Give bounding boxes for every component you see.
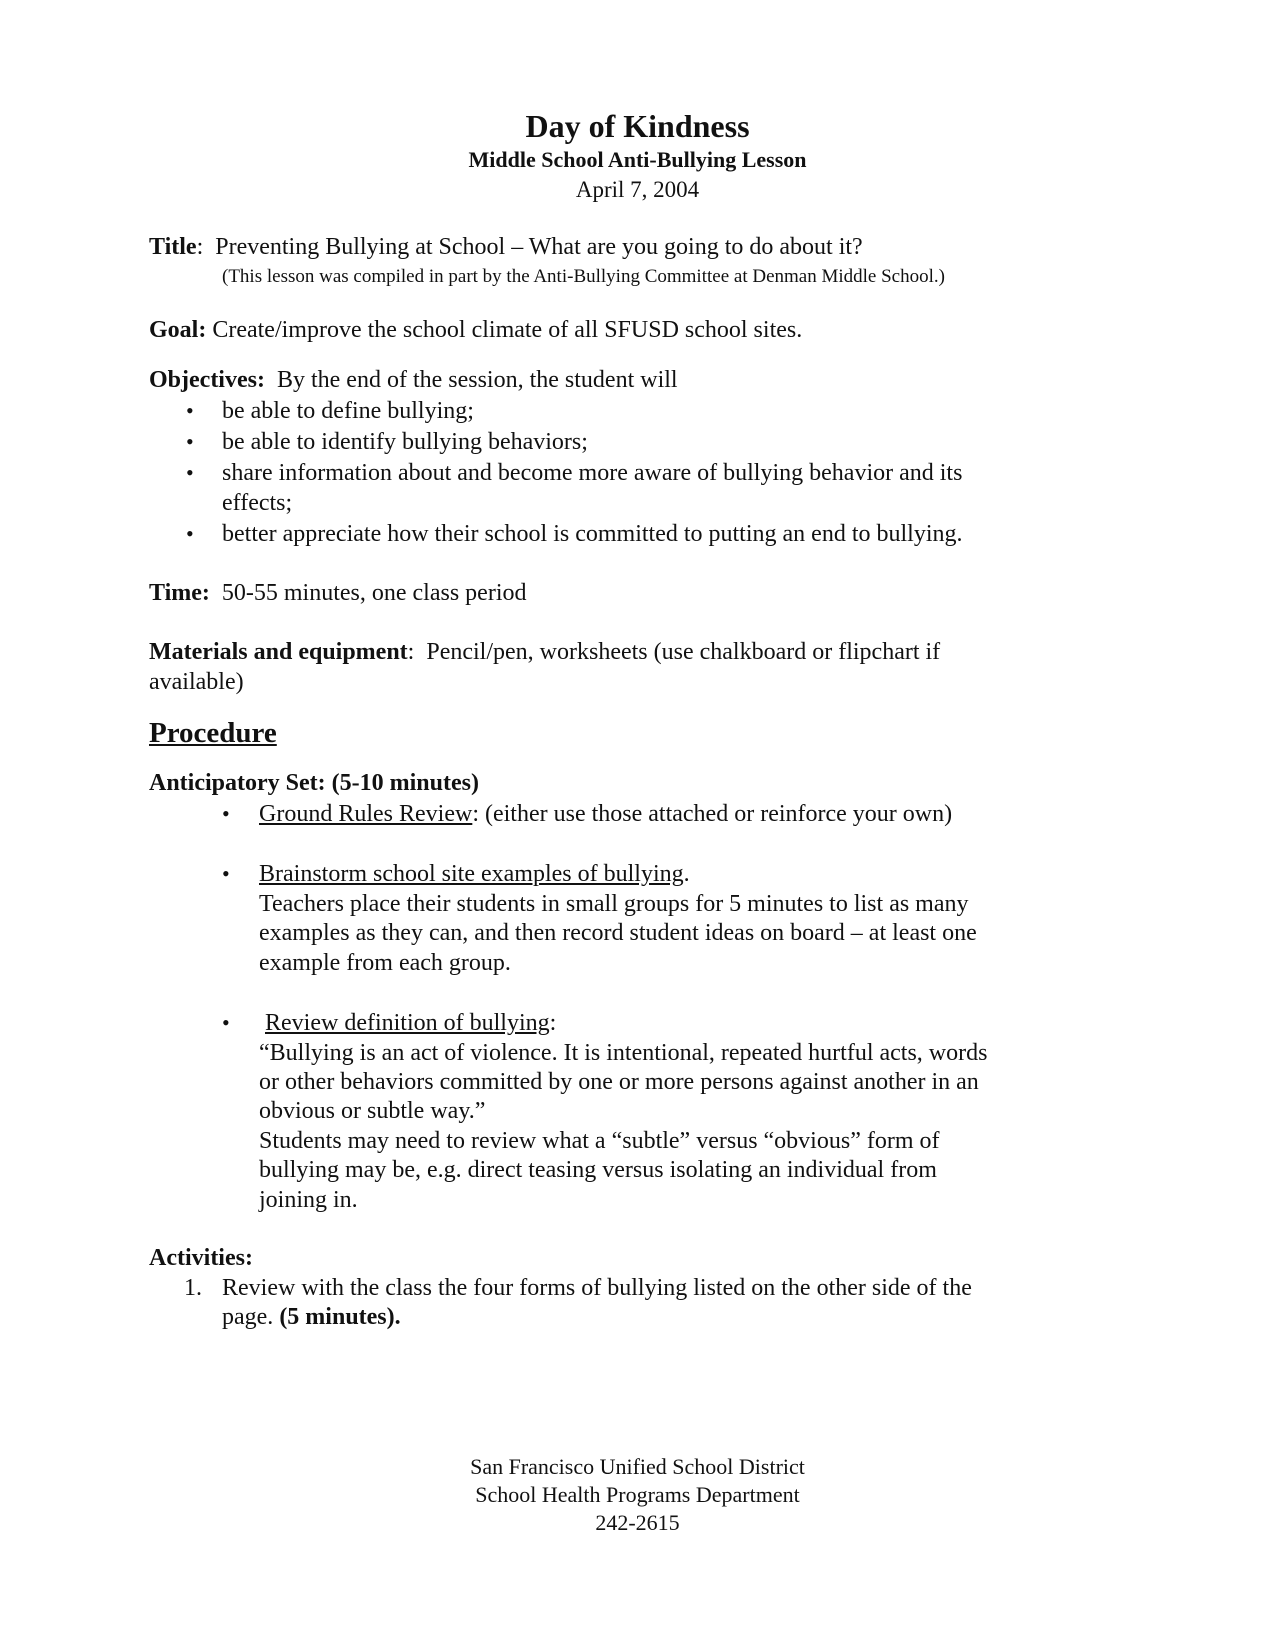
footer-district: San Francisco Unified School District xyxy=(470,1454,805,1479)
bullet-icon: • xyxy=(186,429,194,454)
activity-number: 1. xyxy=(184,1275,202,1301)
title-text: Preventing Bullying at School – What are you going to do about it? xyxy=(215,234,863,260)
title-line: Title: Preventing Bullying at School – What are you going to do about it? xyxy=(149,234,863,260)
activities-label: Activities: xyxy=(149,1245,253,1271)
definition-link[interactable]: Review definition of bullying xyxy=(265,1010,550,1036)
bullet-icon: • xyxy=(222,801,230,826)
definition-line: Review definition of bullying: xyxy=(265,1010,557,1036)
definition-text: or other behaviors committed by one or more persons against another in an xyxy=(259,1069,979,1095)
definition-text: obvious or subtle way.” xyxy=(259,1098,486,1124)
bullet-icon: • xyxy=(186,398,194,423)
activity-duration: (5 minutes). xyxy=(279,1304,401,1330)
objective-item: share information about and become more aware of bullying behavior and its xyxy=(222,460,963,486)
activity-text-continuation: page. (5 minutes). xyxy=(222,1304,401,1330)
footer-phone: 242-2615 xyxy=(595,1510,680,1535)
brainstorm-line: Brainstorm school site examples of bullying. xyxy=(259,861,690,887)
document-subtitle: Middle School Anti-Bullying Lesson xyxy=(468,147,807,172)
objective-item: be able to define bullying; xyxy=(222,398,474,424)
goal-text: Create/improve the school climate of all SFUSD school sites. xyxy=(212,317,803,343)
definition-text: Students may need to review what a “subtle” versus “obvious” form of xyxy=(259,1128,940,1154)
document-date: April 7, 2004 xyxy=(575,177,700,202)
definition-text: “Bullying is an act of violence. It is intentional, repeated hurtful acts, words xyxy=(259,1040,988,1066)
definition-text: joining in. xyxy=(259,1187,358,1213)
time-text: 50-55 minutes, one class period xyxy=(221,580,527,606)
time-line xyxy=(149,580,527,607)
definition-text: bullying may be, e.g. direct teasing versus isolating an individual from xyxy=(259,1157,937,1183)
materials-text: Pencil/pen, worksheets (use chalkboard or flipchart if xyxy=(426,639,941,665)
brainstorm-text: examples as they can, and then record student ideas on board – at least one xyxy=(259,920,977,946)
ground-rules-line xyxy=(259,801,952,828)
objectives-label: Objectives: xyxy=(149,367,265,393)
ground-rules-link[interactable]: Ground Rules Review xyxy=(259,801,473,827)
title-note: (This lesson was compiled in part by the Anti-Bullying Committee at Denman Middle School.) xyxy=(222,266,945,287)
bullet-icon: • xyxy=(222,1010,230,1035)
objective-item: be able to identify bullying behaviors; xyxy=(222,429,588,455)
ground-rules-text: : (either use those attached or reinforce your own) xyxy=(472,801,953,827)
materials-line: Materials and equipment: Pencil/pen, worksheets (use chalkboard or flipchart if xyxy=(149,639,941,665)
footer-department: School Health Programs Department xyxy=(475,1482,800,1507)
anticipatory-set-label: Anticipatory Set: (5-10 minutes) xyxy=(149,770,479,796)
bullet-icon: • xyxy=(186,521,194,546)
brainstorm-link[interactable]: Brainstorm school site examples of bullying xyxy=(259,861,684,887)
materials-continuation: available) xyxy=(149,669,244,695)
document-title: Day of Kindness xyxy=(525,108,750,144)
materials-label: Materials and equipment xyxy=(149,639,408,665)
procedure-heading: Procedure xyxy=(149,717,277,749)
title-label: Title xyxy=(149,234,197,260)
goal-label: Goal: xyxy=(149,317,207,343)
footer xyxy=(0,1453,1275,1537)
bullet-icon: • xyxy=(186,460,194,485)
brainstorm-text: example from each group. xyxy=(259,950,511,976)
objective-item: better appreciate how their school is committed to putting an end to bullying. xyxy=(222,521,963,547)
objectives-intro: By the end of the session, the student will xyxy=(276,367,678,393)
activity-text: Review with the class the four forms of bullying listed on the other side of the xyxy=(222,1275,972,1301)
objectives-line xyxy=(149,367,678,394)
objective-item-continuation: effects; xyxy=(222,490,293,516)
brainstorm-text: Teachers place their students in small groups for 5 minutes to list as many xyxy=(259,891,969,917)
bullet-icon: • xyxy=(222,861,230,886)
goal-line xyxy=(149,317,802,344)
time-label: Time: xyxy=(149,580,210,606)
